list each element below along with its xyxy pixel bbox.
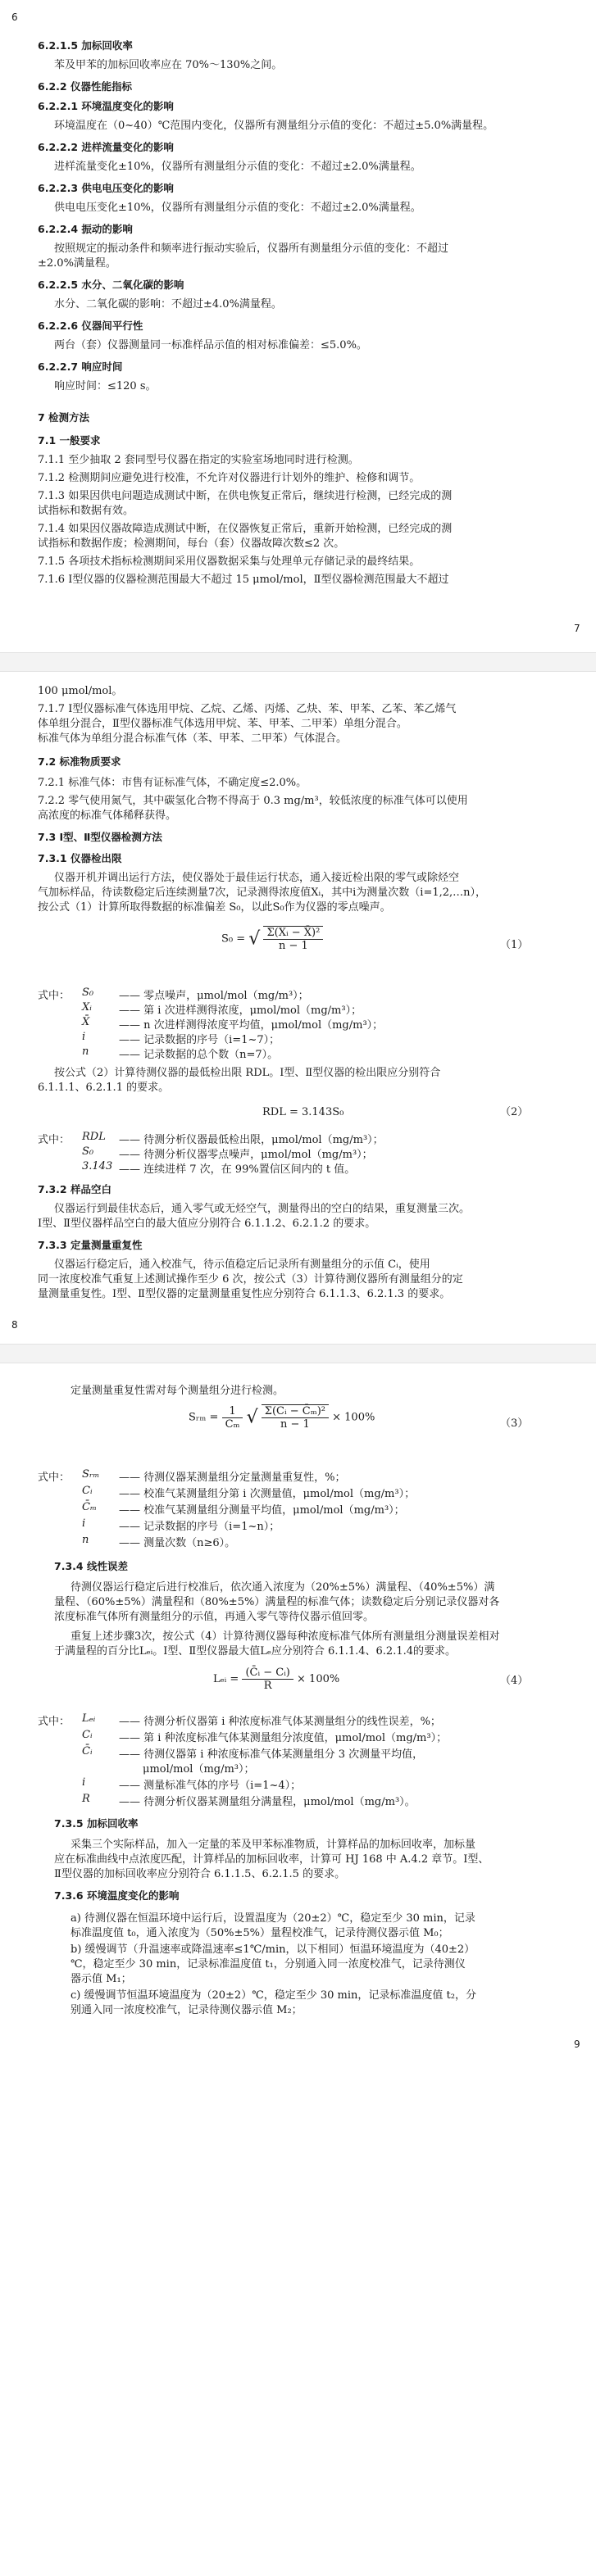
formula-number: （1） bbox=[500, 939, 529, 951]
definition: —— 待测分析仪器零点噪声，μmol/mol（mg/m³）； bbox=[119, 1149, 373, 1161]
section-heading: 7.3.5 加标回收率 bbox=[54, 1817, 139, 1830]
definition-text: 待测仪器第 i 种浓度标准气体某测量组分 3 次测量平均值， bbox=[143, 1748, 424, 1761]
list-item: 标准温度值 t₀，通入浓度为（50%±5%）量程校准气，记录待测仪器示值 M₀； bbox=[71, 1927, 449, 1939]
formula-fraction bbox=[242, 1667, 293, 1692]
where-label: 式中： bbox=[38, 1716, 71, 1728]
definition: —— 校准气某测量组分第 i 次测量值，μmol/mol（mg/m³）； bbox=[119, 1488, 416, 1500]
paragraph: 7.1.2 检测期间应避免进行校准，不允许对仪器进行计划外的维护、检修和调节。 bbox=[38, 472, 421, 484]
formula-denominator: n − 1 bbox=[278, 940, 308, 952]
paragraph: 仪器运行稳定后，通入校准气，待示值稳定后记录所有测量组分的示值 Cᵢ，使用 bbox=[54, 1259, 430, 1271]
formula-number: （3） bbox=[500, 1417, 529, 1430]
paragraph: 环境温度在（0~40）℃范围内变化，仪器所有测量组分示值的变化：不超过±5.0%满量程。 bbox=[54, 120, 494, 132]
symbol: Cᵢ bbox=[82, 1729, 93, 1741]
symbol: C̄ᵢ bbox=[82, 1745, 93, 1757]
paragraph: 高浓度的标准气体稀释获得。 bbox=[38, 810, 177, 822]
definition-text: n 次进样测得浓度平均值，μmol/mol（mg/m³）； bbox=[143, 1019, 384, 1032]
formula-denominator: R bbox=[263, 1680, 272, 1692]
formula-denominator: n − 1 bbox=[280, 1418, 310, 1431]
section-heading: 7.3 Ⅰ型、Ⅱ型仪器检测方法 bbox=[38, 831, 162, 843]
symbol: 3.143 bbox=[82, 1160, 113, 1172]
paragraph: 100 μmol/mol。 bbox=[38, 685, 123, 697]
paragraph: 重复上述步骤3次，按公式（4）计算待测仪器每种浓度标准气体所有测量组分测量误差相对 bbox=[71, 1630, 500, 1643]
section-heading: 6.2.2.3 供电电压变化的影响 bbox=[38, 182, 174, 194]
definition: —— 连续进样 7 次，在 99%置信区间内的 t 值。 bbox=[119, 1163, 356, 1176]
formula-lhs: Lₑᵢ = bbox=[213, 1673, 239, 1685]
paragraph: 仪器运行到最佳状态后，通入零气或无烃空气，测量得出的空白的结果，重复测量三次。 bbox=[54, 1203, 471, 1215]
formula-fraction bbox=[262, 1404, 329, 1431]
page-number: 9 bbox=[574, 2039, 580, 2050]
formula-4 bbox=[213, 1667, 339, 1692]
paragraph: 量程、（60%±5%）满量程和（80%±5%）满量程的标准气体；读数稳定后分别记录仪器对各 bbox=[54, 1596, 500, 1608]
symbol: Cᵢ bbox=[82, 1485, 93, 1497]
definition-text: 第 i 次进样测得浓度，μmol/mol（mg/m³）； bbox=[143, 1005, 362, 1017]
formula-number: （4） bbox=[500, 1675, 529, 1687]
where-label: 式中： bbox=[38, 1472, 71, 1484]
definition-continued: μmol/mol（mg/m³）； bbox=[143, 1763, 255, 1776]
where-label: 式中： bbox=[38, 1134, 71, 1146]
definition-text: 连续进样 7 次，在 99%置信区间内的 t 值。 bbox=[143, 1163, 356, 1176]
definition: —— 记录数据的总个数（n=7）。 bbox=[119, 1049, 279, 1061]
section-heading: 6.2.2 仪器性能指标 bbox=[38, 80, 132, 93]
list-item: ℃，稳定至少 30 min，记录标准温度值 t₁，分别通入同一浓度校准气，记录待测仪 bbox=[71, 1958, 466, 1971]
section-heading: 7.3.3 定量测量重复性 bbox=[38, 1239, 143, 1251]
section-heading: 6.2.2.4 振动的影响 bbox=[38, 223, 133, 235]
page-number: 7 bbox=[574, 623, 580, 634]
paragraph: 同一浓度校准气重复上述测试操作至少 6 次，按公式（3）计算待测仪器所有测量组分的定 bbox=[38, 1273, 463, 1286]
formula-fraction bbox=[263, 926, 323, 952]
paragraph: 按照规定的振动条件和频率进行振动实验后，仪器所有测量组分示值的变化：不超过 bbox=[54, 243, 449, 255]
list-item: a) 待测仪器在恒温环境中运行后，设置温度为（20±2）℃，稳定至少 30 min，记录 bbox=[71, 1912, 475, 1925]
section-heading: 6.2.2.5 水分、二氧化碳的影响 bbox=[38, 279, 184, 291]
section-heading: 7.3.2 样品空白 bbox=[38, 1183, 111, 1195]
definition-text: 待测分析仪器最低检出限，μmol/mol（mg/m³）； bbox=[143, 1134, 384, 1146]
paragraph: 体单组分混合，Ⅱ型仪器标准气体选用甲烷、苯、甲苯、二甲苯）单组分混合。 bbox=[38, 718, 407, 730]
paragraph: 气加标样品，待读数稳定后连续测量7次，记录测得浓度值Xᵢ，其中i为测量次数（i=1,2,…n）， bbox=[38, 887, 487, 899]
paragraph: 7.1.7 Ⅰ型仪器标准气体选用甲烷、乙烷、乙烯、丙烯、乙炔、苯、甲苯、乙苯、苯乙烯气 bbox=[38, 703, 457, 715]
symbol: R bbox=[82, 1793, 90, 1805]
formula-3: Sᵣₘ = $\frac{1}{\text{Cₘ}}$ √ $\frac{\text{Σ(Cᵢ − C̄ₘ)²}}{n - 1}$ × 100% bbox=[189, 1404, 375, 1431]
definition: —— 待测分析仪器最低检出限，μmol/mol（mg/m³）； bbox=[119, 1134, 384, 1146]
list-item: 器示值 M₁； bbox=[71, 1973, 132, 1985]
definition: —— 记录数据的序号（i=1~7）； bbox=[119, 1034, 280, 1046]
symbol: n bbox=[82, 1045, 89, 1058]
chapter-heading: 7 检测方法 bbox=[38, 411, 90, 424]
definition: —— 待测分析仪器第 i 种浓度标准气体某测量组分的线性误差，%； bbox=[119, 1716, 441, 1728]
symbol: S₀ bbox=[82, 986, 94, 999]
definition-text: 记录数据的序号（i=1~n）； bbox=[143, 1521, 280, 1533]
definition: —— n 次进样测得浓度平均值，μmol/mol（mg/m³）； bbox=[119, 1019, 384, 1032]
paragraph: Ⅰ型、Ⅱ型仪器样品空白的最大值应分别符合 6.1.1.2、6.2.1.2 的要求。 bbox=[38, 1218, 376, 1230]
where-label: 式中： bbox=[38, 990, 71, 1002]
definition: —— 待测仪器某测量组分定量测量重复性，%； bbox=[119, 1472, 346, 1484]
section-heading: 7.3.4 线性误差 bbox=[54, 1560, 128, 1572]
definition: —— 待测分析仪器某测量组分满量程，μmol/mol（mg/m³）。 bbox=[119, 1796, 416, 1808]
definition: —— 校准气某测量组分测量平均值，μmol/mol（mg/m³）； bbox=[119, 1504, 405, 1517]
definition: —— 零点噪声，μmol/mol（mg/m³）； bbox=[119, 990, 309, 1002]
section-heading: 7.1 一般要求 bbox=[38, 434, 101, 447]
paragraph: 7.2.1 标准气体：市售有证标准气体，不确定度≤2.0%。 bbox=[38, 777, 307, 789]
paragraph: 浓度标准气体所有测量组分的示值，再通入零气等待仪器示值回零。 bbox=[54, 1611, 375, 1623]
paragraph: 标准气体为单组分混合标准气体（苯、甲苯、二甲苯）气体混合。 bbox=[38, 732, 348, 745]
paragraph: 于满量程的百分比Lₑᵢ。Ⅰ型、Ⅱ型仪器最大值Lₑ应分别符合 6.1.1.4、6.2.1.4的要求。 bbox=[54, 1645, 457, 1658]
definition-text: 校准气某测量组分第 i 次测量值，μmol/mol（mg/m³）； bbox=[143, 1488, 416, 1500]
formula-lhs: Sᵣₘ = bbox=[189, 1411, 219, 1424]
formula-numerator: Σ(Xᵢ − X̄)² bbox=[263, 927, 323, 940]
symbol: Lₑᵢ bbox=[82, 1712, 96, 1725]
paragraph: 水分、二氧化碳的影响：不超过±4.0%满量程。 bbox=[54, 298, 282, 311]
definition-text: 测量次数（n≥6）。 bbox=[143, 1537, 236, 1549]
symbol: i bbox=[82, 1776, 86, 1789]
definition: —— 测量标准气体的序号（i=1~4）； bbox=[119, 1780, 302, 1792]
definition-text: 零点噪声，μmol/mol（mg/m³）； bbox=[143, 990, 309, 1002]
definition-text: 待测分析仪器某测量组分满量程，μmol/mol（mg/m³）。 bbox=[143, 1796, 416, 1808]
section-heading: 6.2.2.6 仪器间平行性 bbox=[38, 320, 143, 332]
definition: —— 第 i 种浓度标准气体某测量组分浓度值，μmol/mol（mg/m³）； bbox=[119, 1732, 448, 1744]
paragraph: 两台（套）仪器测量同一标准样品示值的相对标准偏差：≤5.0%。 bbox=[54, 339, 367, 351]
formula-number: （2） bbox=[500, 1106, 529, 1118]
formula-coefficient bbox=[222, 1405, 243, 1431]
definition-text: 测量标准气体的序号（i=1~4）； bbox=[143, 1780, 302, 1792]
paragraph: 响应时间：≤120 s。 bbox=[54, 380, 157, 392]
formula-numerator: Σ(Cᵢ − C̄ₘ)² bbox=[262, 1405, 329, 1418]
paragraph: 7.2.2 零气使用氮气，其中碳氢化合物不得高于 0.3 mg/m³，较低浓度的标准气体可以使用 bbox=[38, 795, 468, 807]
section-heading: 7.2 标准物质要求 bbox=[38, 755, 121, 768]
formula-coef-den: Cₘ bbox=[225, 1417, 240, 1431]
paragraph: 仪器开机并调出运行方法，使仪器处于最佳运行状态，通入接近检出限的零气或除烃空 bbox=[54, 872, 460, 884]
section-heading: 7.3.1 仪器检出限 bbox=[38, 852, 122, 864]
paragraph: 苯及甲苯的加标回收率应在 70%～130%之间。 bbox=[54, 59, 283, 71]
definition: —— 待测仪器第 i 种浓度标准气体某测量组分 3 次测量平均值， bbox=[119, 1748, 424, 1761]
symbol: Sᵣₘ bbox=[82, 1468, 100, 1481]
section-heading: 6.2.2.7 响应时间 bbox=[38, 361, 123, 373]
list-item: 别通入同一浓度校准气，记录待测仪器示值 M₂； bbox=[71, 2004, 303, 2016]
symbol: C̄ₘ bbox=[82, 1501, 97, 1513]
symbol: X̄ bbox=[82, 1016, 90, 1028]
section-heading: 6.2.2.1 环境温度变化的影响 bbox=[38, 100, 174, 112]
definition-text: 第 i 种浓度标准气体某测量组分浓度值，μmol/mol（mg/m³）； bbox=[143, 1732, 448, 1744]
paragraph: Ⅱ型仪器的加标回收率应分别符合 6.1.1.5、6.2.1.5 的要求。 bbox=[54, 1868, 346, 1880]
paragraph: 按公式（2）计算待测仪器的最低检出限 RDL。Ⅰ型、Ⅱ型仪器的检出限应分别符合 bbox=[54, 1067, 441, 1079]
formula-coef-num: 1 bbox=[222, 1405, 243, 1418]
definition-text: 待测仪器某测量组分定量测量重复性，%； bbox=[143, 1472, 346, 1484]
page-break bbox=[0, 1344, 596, 1363]
definition-text: 待测分析仪器第 i 种浓度标准气体某测量组分的线性误差，%； bbox=[143, 1716, 441, 1728]
symbol: RDL bbox=[82, 1131, 106, 1143]
paragraph: 试指标和数据有效。 bbox=[38, 505, 134, 517]
definition: —— 第 i 次进样测得浓度，μmol/mol（mg/m³）； bbox=[119, 1005, 362, 1017]
paragraph: 6.1.1.1、6.2.1.1 的要求。 bbox=[38, 1082, 170, 1094]
paragraph: 进样流量变化±10%，仪器所有测量组分示值的变化：不超过±2.0%满量程。 bbox=[54, 161, 421, 173]
definition-text: 校准气某测量组分测量平均值，μmol/mol（mg/m³）； bbox=[143, 1504, 405, 1517]
formula-1: S₀ = √ $\frac{\text{Σ(Xᵢ − X̄)²}}{n - 1}$ bbox=[221, 926, 323, 952]
paragraph: 供电电压变化±10%，仪器所有测量组分示值的变化：不超过±2.0%满量程。 bbox=[54, 202, 421, 214]
section-heading: 7.3.6 环境温度变化的影响 bbox=[54, 1889, 180, 1902]
paragraph: ±2.0%满量程。 bbox=[38, 257, 116, 270]
paragraph: 7.1.4 如果因仪器故障造成测试中断，在仪器恢复正常后，重新开始检测，已经完成的测 bbox=[38, 523, 453, 535]
paragraph: 量测量重复性。Ⅰ型、Ⅱ型仪器的定量测量重复性应分别符合 6.1.1.3、6.2.1.3 的要求。 bbox=[38, 1288, 451, 1300]
definition-text: 记录数据的总个数（n=7）。 bbox=[143, 1049, 279, 1061]
list-item: b) 缓慢调节（升温速率或降温速率≤1℃/min，以下相同）恒温环境温度为（40±2） bbox=[71, 1943, 475, 1956]
definition-text: 记录数据的序号（i=1~7）； bbox=[143, 1034, 280, 1046]
section-heading: 6.2.2.2 进样流量变化的影响 bbox=[38, 141, 174, 153]
symbol: n bbox=[82, 1534, 89, 1546]
formula-tail: × 100% bbox=[332, 1411, 375, 1424]
formula-tail: × 100% bbox=[297, 1673, 340, 1685]
definition-text: 待测分析仪器零点噪声，μmol/mol（mg/m³）； bbox=[143, 1149, 373, 1161]
page-break bbox=[0, 652, 596, 672]
paragraph: 7.1.1 至少抽取 2 套同型号仪器在指定的实验室场地同时进行检测。 bbox=[38, 454, 359, 466]
definition: —— 记录数据的序号（i=1~n）； bbox=[119, 1521, 280, 1533]
symbol: i bbox=[82, 1031, 86, 1043]
list-item: c) 缓慢调节恒温环境温度为（20±2）℃，稳定至少 30 min，记录标准温度值 t₂，分 bbox=[71, 1989, 476, 2002]
paragraph: 采集三个实际样品，加入一定量的苯及甲苯标准物质，计算样品的加标回收率，加标量 bbox=[71, 1839, 476, 1851]
formula-lhs: S₀ = bbox=[221, 932, 246, 946]
symbol: S₀ bbox=[82, 1145, 94, 1158]
paragraph: 定量测量重复性需对每个测量组分进行检测。 bbox=[71, 1385, 284, 1397]
paragraph: 7.1.6 Ⅰ型仪器的仪器检测范围最大不超过 15 μmol/mol，Ⅱ型仪器检测范围最大不超过 bbox=[38, 574, 449, 586]
paragraph: 待测仪器运行稳定后进行校准后，依次通入浓度为（20%±5%）满量程、（40%±5%）满 bbox=[71, 1581, 495, 1594]
formula-2: RDL = 3.143S₀ bbox=[262, 1106, 344, 1118]
formula-numerator: (C̄ᵢ − Cᵢ) bbox=[242, 1667, 293, 1680]
paragraph: 应在标准曲线中点浓度匹配，计算样品的加标回收率，计算可 HJ 168 中 A.4.2 章节。Ⅰ型、 bbox=[54, 1853, 489, 1866]
definition: —— 测量次数（n≥6）。 bbox=[119, 1537, 236, 1549]
page-number: 6 bbox=[11, 11, 18, 23]
page-number: 8 bbox=[11, 1319, 18, 1331]
section-heading: 6.2.1.5 加标回收率 bbox=[38, 39, 133, 52]
symbol: i bbox=[82, 1517, 86, 1530]
symbol: Xᵢ bbox=[82, 1001, 92, 1014]
paragraph: 7.1.5 各项技术指标检测期间采用仪器数据采集与处理单元存储记录的最终结果。 bbox=[38, 556, 421, 568]
paragraph: 试指标和数据作废；检测期间，每台（套）仪器故障次数≤2 次。 bbox=[38, 537, 345, 550]
paragraph: 按公式（1）计算所取得数据的标准偏差 S₀，以此S₀作为仪器的零点噪声。 bbox=[38, 901, 391, 914]
paragraph: 7.1.3 如果因供电问题造成测试中断，在供电恢复正常后，继续进行检测，已经完成的测 bbox=[38, 490, 453, 502]
